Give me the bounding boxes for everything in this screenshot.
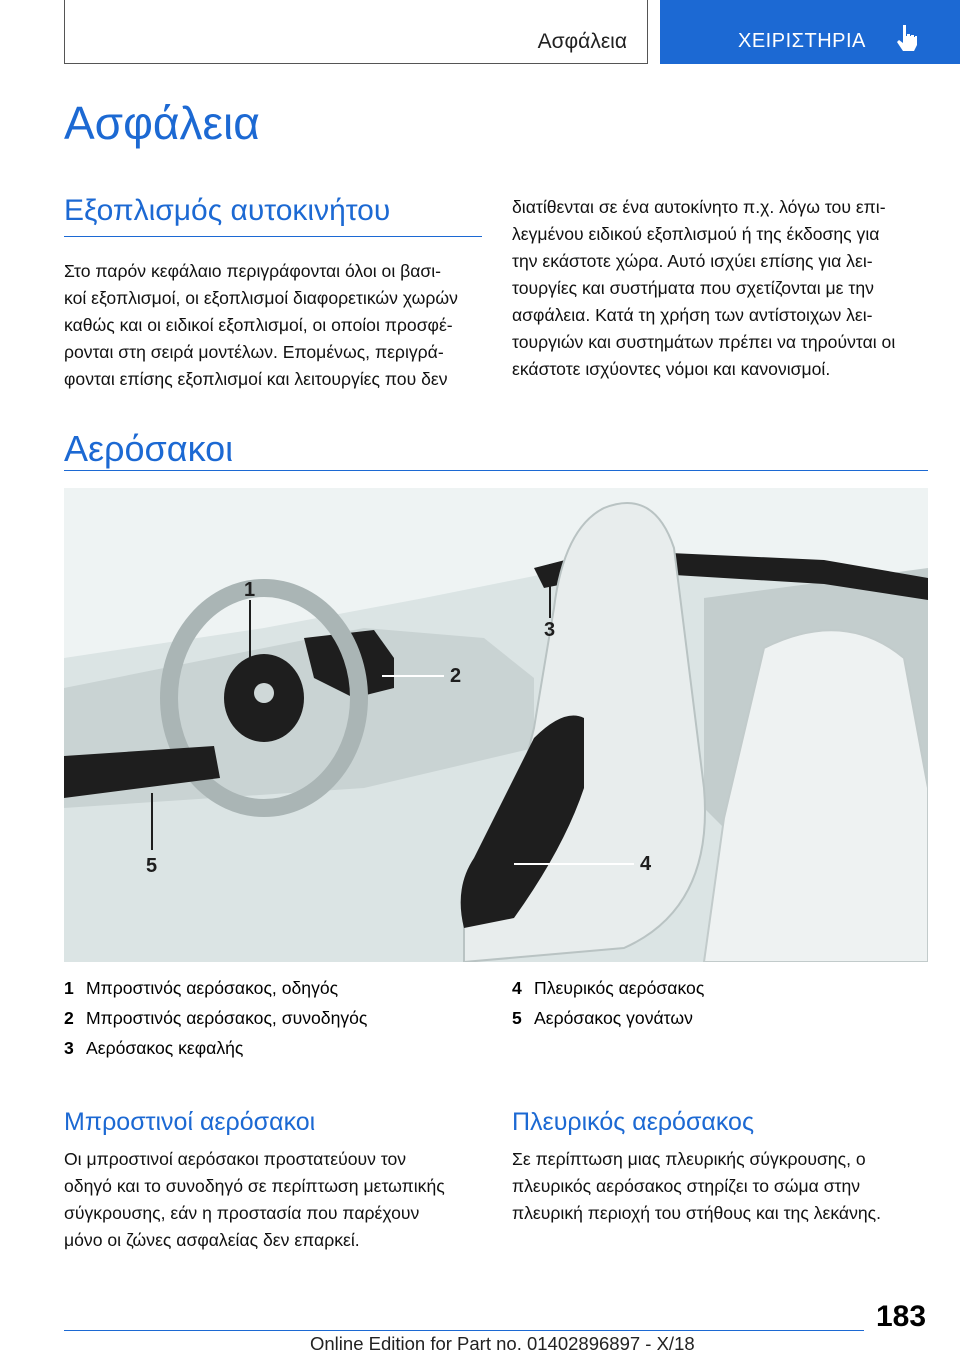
airbags-heading-rule (64, 470, 928, 471)
legend-text: Αερόσακος κεφαλής (86, 1038, 244, 1058)
text-line: Σε περίπτωση μιας πλευρικής σύγκρουσης, ο (512, 1149, 866, 1169)
legend-number: 3 (64, 1038, 74, 1058)
text-line: τουργιών και συστημάτων πρέπει να τηρούνται οι (512, 332, 896, 352)
legend-item (64, 1003, 367, 1033)
header-section-box (64, 0, 648, 64)
legend-item (64, 1033, 367, 1063)
callout-label-4: 4 (640, 853, 652, 875)
side-airbag-heading: Πλευρικός αερόσακος (512, 1108, 754, 1136)
hand-pointer-icon (896, 24, 918, 52)
legend-number: 5 (512, 1008, 522, 1028)
text-line: διατίθενται σε ένα αυτοκίνητο π.χ. λόγω του επι- (512, 197, 886, 217)
text-line: μόνο οι ζώνες ασφαλείας δεν επαρκεί. (64, 1230, 360, 1250)
equipment-heading: Εξοπλισμός αυτοκινήτου (64, 194, 391, 227)
text-line: καθώς και οι ειδικοί εξοπλισμοί, οι οποίοι προσφέ- (64, 315, 453, 335)
text-line: πλευρική περιοχή του στήθους και της λεκάνης. (512, 1203, 882, 1223)
legend-item (64, 973, 367, 1003)
callout-label-5: 5 (146, 855, 158, 877)
text-line: πλευρικός αερόσακος στηρίζει το σώμα στην (512, 1176, 861, 1196)
header-chapter-title: ΧΕΙΡΙΣΤΗΡΙΑ (738, 30, 866, 52)
equipment-text-right (512, 194, 932, 383)
side-airbag-text (512, 1146, 932, 1227)
header-chapter-tab[interactable] (660, 0, 960, 64)
page-number: 183 (876, 1300, 927, 1333)
text-line: κοί εξοπλισμοί, οι εξοπλισμοί διαφορετικών χωρών (64, 288, 458, 308)
legend-right (512, 973, 704, 1033)
text-line: τουργίες και συστήματα που σχετίζονται με την (512, 278, 874, 298)
text-line: λεγμένου ειδικού εξοπλισμού ή της έκδοσης για (512, 224, 880, 244)
equipment-heading-rule (64, 236, 482, 237)
front-airbags-heading: Μπροστινοί αερόσακοι (64, 1108, 316, 1136)
legend-text: Μπροστινός αερόσακος, συνοδηγός (86, 1008, 368, 1028)
legend-number: 2 (64, 1008, 74, 1028)
text-line: ασφάλεια. Κατά τη χρήση των αντίστοιχων λει- (512, 305, 873, 325)
legend-item (512, 1003, 704, 1033)
callout-label-2: 2 (450, 665, 462, 687)
text-line: σύγκρουσης, εάν η προστασία που παρέχουν (64, 1203, 420, 1223)
text-line: εκάστοτε ισχύοντες νόμοι και κανονισμοί. (512, 359, 831, 379)
footer-edition: Online Edition for Part no. 01402896897 - X/18 (310, 1333, 695, 1354)
page-title: Ασφάλεια (64, 97, 260, 149)
legend-text: Πλευρικός αερόσακος (534, 978, 705, 998)
text-line: ρονται στη σειρά μοντέλων. Επομένως, περιγρά- (64, 342, 444, 362)
car-interior-airbag-figure (64, 488, 928, 962)
callout-label-1: 1 (244, 579, 256, 601)
equipment-text-left (64, 258, 484, 393)
airbags-heading: Αερόσακοι (64, 428, 234, 469)
legend-text: Μπροστινός αερόσακος, οδηγός (86, 978, 339, 998)
legend-number: 4 (512, 978, 522, 998)
footer-rule (64, 1330, 864, 1331)
front-airbags-text (64, 1146, 494, 1254)
text-line: Στο παρόν κεφάλαιο περιγράφονται όλοι οι βασι- (64, 261, 442, 281)
header-section-title: Ασφάλεια (537, 30, 627, 53)
legend-left (64, 973, 367, 1063)
text-line: Οι μπροστινοί αερόσακοι προστατεύουν τον (64, 1149, 407, 1169)
legend-number: 1 (64, 978, 74, 998)
legend-text: Αερόσακος γονάτων (534, 1008, 693, 1028)
legend-item (512, 973, 704, 1003)
text-line: την εκάστοτε χώρα. Αυτό ισχύει επίσης για λει- (512, 251, 873, 271)
callout-label-3: 3 (544, 619, 556, 641)
text-line: φονται επίσης εξοπλισμοί και λειτουργίες που δεν (64, 369, 448, 389)
steering-logo (254, 683, 274, 703)
text-line: οδηγό και το συνοδηγό σε περίπτωση μετωπικής (64, 1176, 445, 1196)
